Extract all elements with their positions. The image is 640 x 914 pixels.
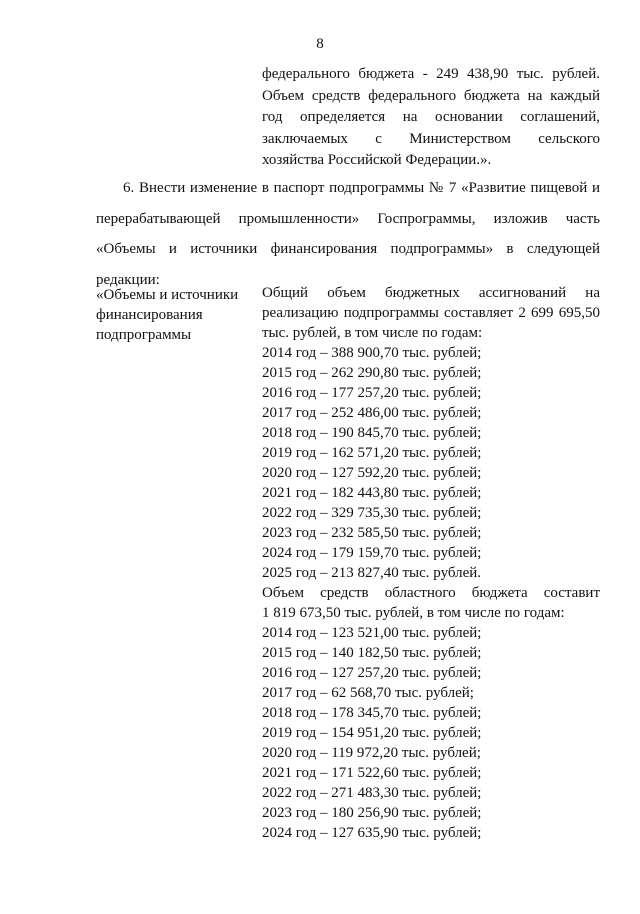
funding-line: 2021 год – 171 522,60 тыс. рублей; — [262, 765, 482, 781]
text-line: хозяйства Российской Федерации.». — [262, 152, 492, 168]
funding-line: 2024 год – 179 159,70 тыс. рублей; — [262, 545, 482, 561]
funding-line: 2023 год – 180 256,90 тыс. рублей; — [262, 805, 482, 821]
funding-line: Объем средств областного бюджета составит — [262, 585, 600, 601]
paragraph-line: редакции: — [96, 271, 160, 288]
text-line: Объем средств федерального бюджета на каждый — [262, 87, 600, 104]
amendment-paragraph — [96, 173, 600, 295]
label-line: подпрограммы — [96, 327, 192, 343]
funding-line: 2022 год – 271 483,30 тыс. рублей; — [262, 785, 482, 801]
paragraph-line: перерабатывающей промышленности» Госпрограммы, изложив часть — [96, 210, 600, 227]
funding-line: 2019 год – 154 951,20 тыс. рублей; — [262, 725, 482, 741]
label-line: «Объемы и источники — [96, 287, 239, 303]
funding-line: 2014 год – 123 521,00 тыс. рублей; — [262, 625, 482, 641]
page-number: 8 — [316, 36, 324, 52]
funding-line: 2015 год – 140 182,50 тыс. рублей; — [262, 645, 482, 661]
funding-line: 2024 год – 127 635,90 тыс. рублей; — [262, 825, 482, 841]
funding-line: 2020 год – 119 972,20 тыс. рублей; — [262, 745, 481, 761]
funding-line: 2022 год – 329 735,30 тыс. рублей; — [262, 505, 482, 521]
funding-line: 2020 год – 127 592,20 тыс. рублей; — [262, 465, 482, 481]
paragraph-line: «Объемы и источники финансирования подпрограммы» в следующей — [96, 241, 600, 257]
funding-line: 2017 год – 252 486,00 тыс. рублей; — [262, 405, 482, 421]
continued-text-block — [262, 64, 600, 172]
funding-line: 2023 год – 232 585,50 тыс. рублей; — [262, 525, 482, 541]
table-row-value — [262, 283, 600, 843]
funding-line: 2017 год – 62 568,70 тыс. рублей; — [262, 685, 474, 701]
funding-line: реализацию подпрограммы составляет 2 699 695,50 — [262, 305, 600, 321]
funding-line: 2019 год – 162 571,20 тыс. рублей; — [262, 445, 482, 461]
funding-line: 2018 год – 190 845,70 тыс. рублей; — [262, 425, 482, 441]
funding-line: 2016 год – 177 257,20 тыс. рублей; — [262, 385, 482, 401]
text-line: федерального бюджета - 249 438,90 тыс. рублей. — [262, 66, 600, 82]
funding-line: 2021 год – 182 443,80 тыс. рублей; — [262, 485, 482, 501]
funding-line: 2018 год – 178 345,70 тыс. рублей; — [262, 705, 482, 721]
funding-line: 2025 год – 213 827,40 тыс. рублей. — [262, 565, 482, 581]
funding-line: 1 819 673,50 тыс. рублей, в том числе по годам: — [262, 605, 565, 621]
funding-line: тыс. рублей, в том числе по годам: — [262, 325, 483, 341]
table-row-label — [96, 285, 246, 345]
label-line: финансирования — [96, 307, 203, 323]
funding-line: 2016 год – 127 257,20 тыс. рублей; — [262, 665, 482, 681]
funding-line: 2014 год – 388 900,70 тыс. рублей; — [262, 345, 482, 361]
funding-line: 2015 год – 262 290,80 тыс. рублей; — [262, 365, 482, 381]
text-line: заключаемых с Министерством сельского — [262, 130, 600, 147]
paragraph-line: 6. Внести изменение в паспорт подпрограммы № 7 «Развитие пищевой и — [123, 180, 600, 196]
text-line: год определяется на основании соглашений, — [262, 109, 600, 125]
funding-line: Общий объем бюджетных ассигнований на — [262, 285, 600, 301]
